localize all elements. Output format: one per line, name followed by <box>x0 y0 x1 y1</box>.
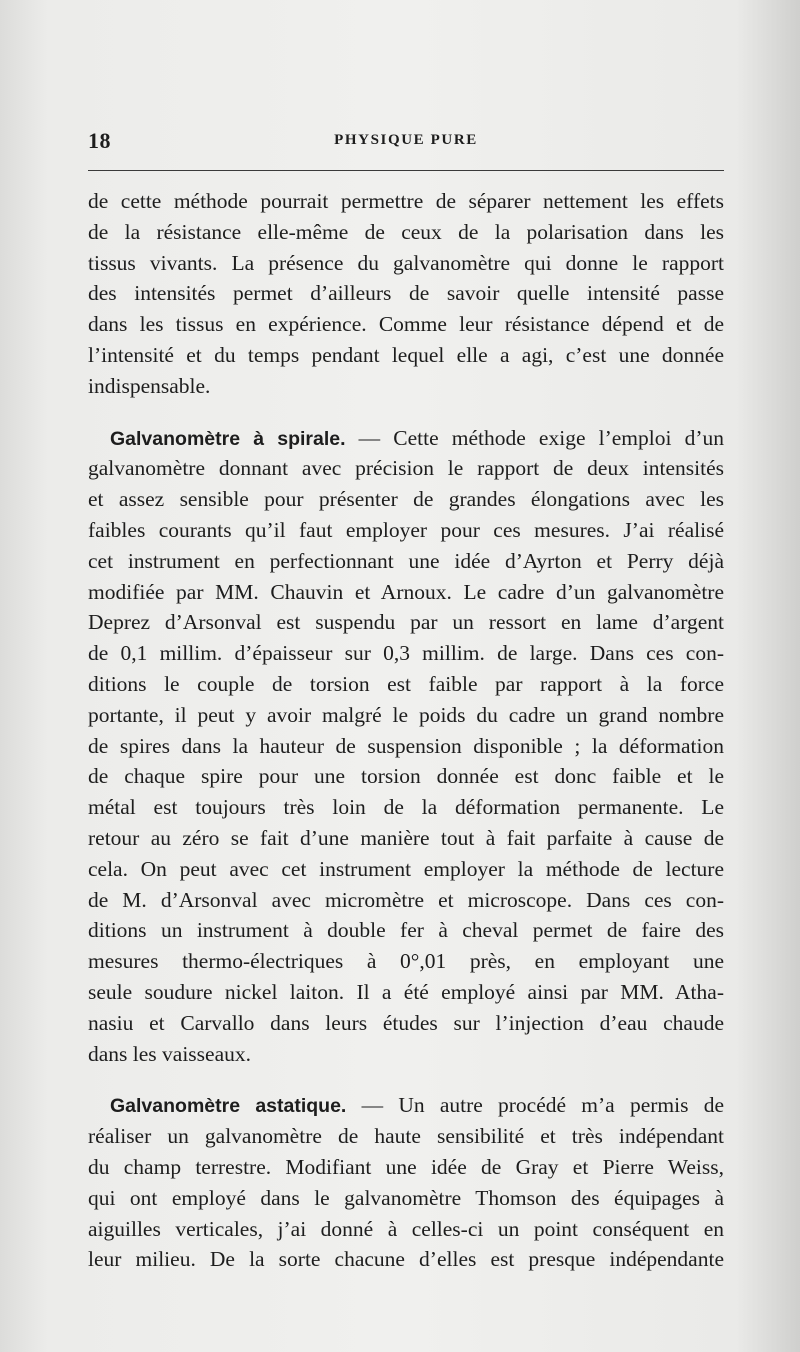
text-line: de la résistance elle-même de ceux de la polarisation dans les <box>88 219 724 244</box>
section-heading: Galvanomètre à spirale. <box>110 427 346 450</box>
text-line: de chaque spire pour une torsion donnée est donc faible et le <box>88 764 724 789</box>
section-heading: Galvanomètre astatique. <box>110 1095 347 1118</box>
page-header <box>88 128 724 158</box>
text-line: et assez sensible pour présenter de grandes élongations avec les <box>88 487 724 512</box>
text-line: modifiée par MM. Chauvin et Arnoux. Le cadre d’un galvanomètre <box>88 579 724 604</box>
text-line: métal est toujours très loin de la déformation permanente. Le <box>88 795 724 820</box>
text-line: galvanomètre donnant avec précision le rapport de deux intensités <box>88 456 724 481</box>
text-line: Deprez d’Arsonval est suspendu par un ressort en lame d’argent <box>88 610 724 635</box>
text-line: de spires dans la hauteur de suspension disponible ; la déformation <box>88 733 724 758</box>
heading-continuation: — Un autre procédé m’a permis de <box>346 1093 724 1118</box>
text-line: portante, il peut y avoir malgré le poids du cadre un grand nombre <box>88 702 724 727</box>
paragraph-gap <box>88 402 724 423</box>
paragraph-gap <box>88 1069 724 1090</box>
text-line: mesures thermo-électriques à 0°,01 près, en employant une <box>88 949 724 974</box>
text-line: de 0,1 millim. d’épaisseur sur 0,3 millim. de large. Dans ces con- <box>88 641 724 666</box>
text-line: indispensable. <box>88 373 211 398</box>
text-line: seule soudure nickel laiton. Il a été employé ainsi par MM. Atha- <box>88 979 724 1004</box>
page-number: 18 <box>88 128 111 153</box>
paragraph <box>88 1090 724 1275</box>
text-line: cela. On peut avec cet instrument employer la méthode de lecture <box>88 856 724 881</box>
paragraph <box>88 186 724 402</box>
text-line: retour au zéro se fait d’une manière tout à fait parfaite à cause de <box>88 825 724 850</box>
text-line: dans les vaisseaux. <box>88 1041 252 1066</box>
body-text <box>88 186 724 1275</box>
text-line: du champ terrestre. Modifiant une idée de Gray et Pierre Weiss, <box>88 1154 724 1179</box>
paragraph <box>88 423 724 1070</box>
text-line: réaliser un galvanomètre de haute sensibilité et très indépendant <box>88 1124 724 1149</box>
header-rule <box>88 170 724 171</box>
text-line: tissus vivants. La présence du galvanomètre qui donne le rapport <box>88 250 724 275</box>
heading-continuation: — Cette méthode exige l’emploi d’un <box>345 425 724 450</box>
text-line: qui ont employé dans le galvanomètre Thomson des équipages à <box>88 1185 724 1210</box>
text-line: faibles courants qu’il faut employer pour ces mesures. J’ai réalisé <box>88 517 724 542</box>
text-line: nasiu et Carvallo dans leurs études sur l’injection d’eau chaude <box>88 1010 724 1035</box>
text-line <box>88 1090 724 1121</box>
text-line: leur milieu. De la sorte chacune d’elles est presque indépendante <box>88 1247 724 1272</box>
text-line <box>88 423 724 454</box>
running-title: PHYSIQUE PURE <box>334 132 478 148</box>
text-line: des intensités permet d’ailleurs de savoir quelle intensité passe <box>88 281 724 306</box>
text-line: aiguilles verticales, j’ai donné à celles-ci un point conséquent en <box>88 1216 724 1241</box>
text-line: cet instrument en perfectionnant une idée d’Ayrton et Perry déjà <box>88 548 724 573</box>
text-line: de M. d’Arsonval avec micromètre et microscope. Dans ces con- <box>88 887 724 912</box>
text-line: ditions un instrument à double fer à cheval permet de faire des <box>88 918 724 943</box>
text-line: dans les tissus en expérience. Comme leur résistance dépend et de <box>88 312 724 337</box>
text-line: l’intensité et du temps pendant lequel elle a agi, c’est une donnée <box>88 342 724 367</box>
text-line: ditions le couple de torsion est faible par rapport à la force <box>88 671 724 696</box>
text-line: de cette méthode pourrait permettre de séparer nettement les effets <box>88 189 724 213</box>
